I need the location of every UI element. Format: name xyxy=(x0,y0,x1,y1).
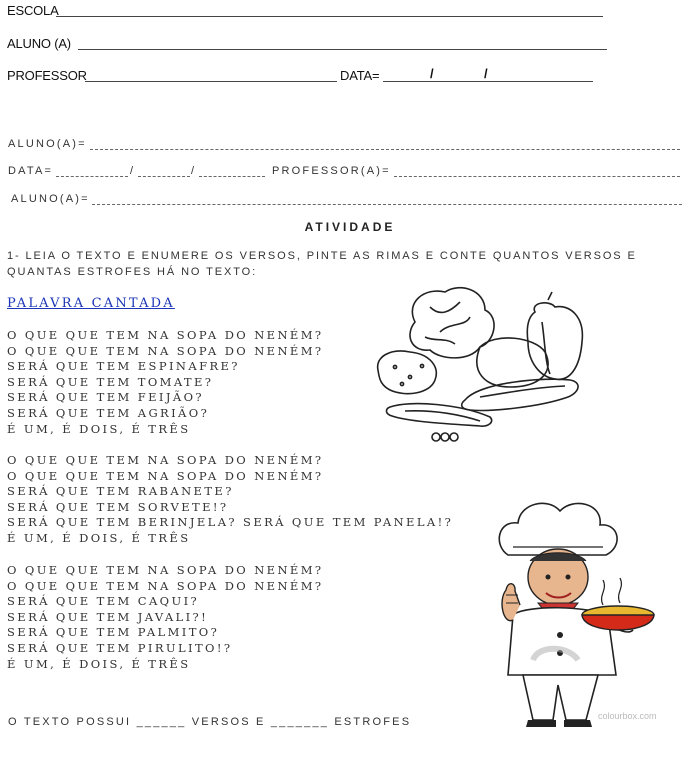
date-slash-2: / xyxy=(484,66,488,81)
stanza-1 xyxy=(7,328,323,437)
date-sep-1: / xyxy=(130,165,136,177)
verse: SERÁ QUE TEM TOMATE? xyxy=(7,374,214,389)
verses-count-blank[interactable]: ______ xyxy=(136,716,187,728)
date-label-2: DATA= xyxy=(8,165,54,177)
chef-illustration xyxy=(478,495,668,730)
vegetables-illustration xyxy=(370,282,600,447)
stanzas-count-blank[interactable]: _______ xyxy=(270,716,330,728)
teacher-field[interactable] xyxy=(85,81,337,82)
watermark-text: colourbox.com xyxy=(598,711,657,721)
footer-part-3: ESTROFES xyxy=(334,716,412,728)
teacher-field-2[interactable] xyxy=(394,176,680,177)
school-label: ESCOLA xyxy=(7,3,59,18)
date-month-field[interactable] xyxy=(138,176,190,177)
verse: O QUE QUE TEM NA SOPA DO NENÉM? xyxy=(7,563,324,577)
verse: SERÁ QUE TEM RABANETE? xyxy=(7,484,234,499)
verse: SERÁ QUE TEM PIRULITO!? xyxy=(7,640,233,655)
verse: SERÁ QUE TEM PALMITO? xyxy=(7,625,220,640)
verse: SERÁ QUE TEM AGRIÃO? xyxy=(7,405,210,420)
poem-title-link[interactable]: PALAVRA CANTADA xyxy=(7,296,175,311)
teacher-label-2: PROFESSOR(A)= xyxy=(272,165,391,177)
verse: É UM, É DOIS, É TRÊS xyxy=(7,530,191,545)
student-label-3: ALUNO(A)= xyxy=(11,193,90,205)
activity-heading: ATIVIDADE xyxy=(304,220,396,234)
verse: SERÁ QUE TEM ESPINAFRE? xyxy=(7,359,240,374)
date-field[interactable] xyxy=(383,81,593,82)
footer-text xyxy=(8,716,411,728)
verse: O QUE QUE TEM NA SOPA DO NENÉM? xyxy=(7,343,324,358)
verse: O QUE QUE TEM NA SOPA DO NENÉM? xyxy=(7,453,324,467)
date-year-field[interactable] xyxy=(199,176,265,177)
footer-part-2: VERSOS E xyxy=(191,716,266,728)
student-label-2: ALUNO(A)= xyxy=(8,138,87,150)
verse: O QUE QUE TEM NA SOPA DO NENÉM? xyxy=(7,578,324,593)
student-field-2[interactable] xyxy=(90,149,680,150)
verse: SERÁ QUE TEM SORVETE!? xyxy=(7,499,229,514)
verse: É UM, É DOIS, É TRÊS xyxy=(7,421,191,436)
verse: SERÁ QUE TEM FEIJÃO? xyxy=(7,390,204,405)
date-slash-1: / xyxy=(430,66,434,81)
verse: SERÁ QUE TEM BERINJELA? SERÁ QUE TEM PANELA!? xyxy=(7,515,454,530)
school-field[interactable] xyxy=(56,16,603,17)
verse: O QUE QUE TEM NA SOPA DO NENÉM? xyxy=(7,468,324,483)
verse: É UM, É DOIS, É TRÊS xyxy=(7,656,191,671)
student-field[interactable] xyxy=(78,49,607,50)
student-field-3[interactable] xyxy=(92,204,682,205)
date-day-field[interactable] xyxy=(56,176,128,177)
verse: O QUE QUE TEM NA SOPA DO NENÉM? xyxy=(7,328,324,342)
student-label: ALUNO (A) xyxy=(7,36,71,51)
instruction-line-2: QUANTAS ESTROFES HÁ NO TEXTO: xyxy=(7,266,258,278)
verse: SERÁ QUE TEM CAQUI? xyxy=(7,594,200,609)
stanza-2 xyxy=(7,453,453,547)
stanza-3 xyxy=(7,563,323,672)
date-sep-2: / xyxy=(191,165,197,177)
teacher-label: PROFESSOR xyxy=(7,68,87,83)
date-label: DATA= xyxy=(340,68,380,83)
verse: SERÁ QUE TEM JAVALI?! xyxy=(7,609,209,624)
instruction-line-1: 1- LEIA O TEXTO E ENUMERE OS VERSOS, PINTE AS RIMAS E CONTE QUANTOS VERSOS E xyxy=(7,250,637,262)
footer-part-1: O TEXTO POSSUI xyxy=(8,716,132,728)
